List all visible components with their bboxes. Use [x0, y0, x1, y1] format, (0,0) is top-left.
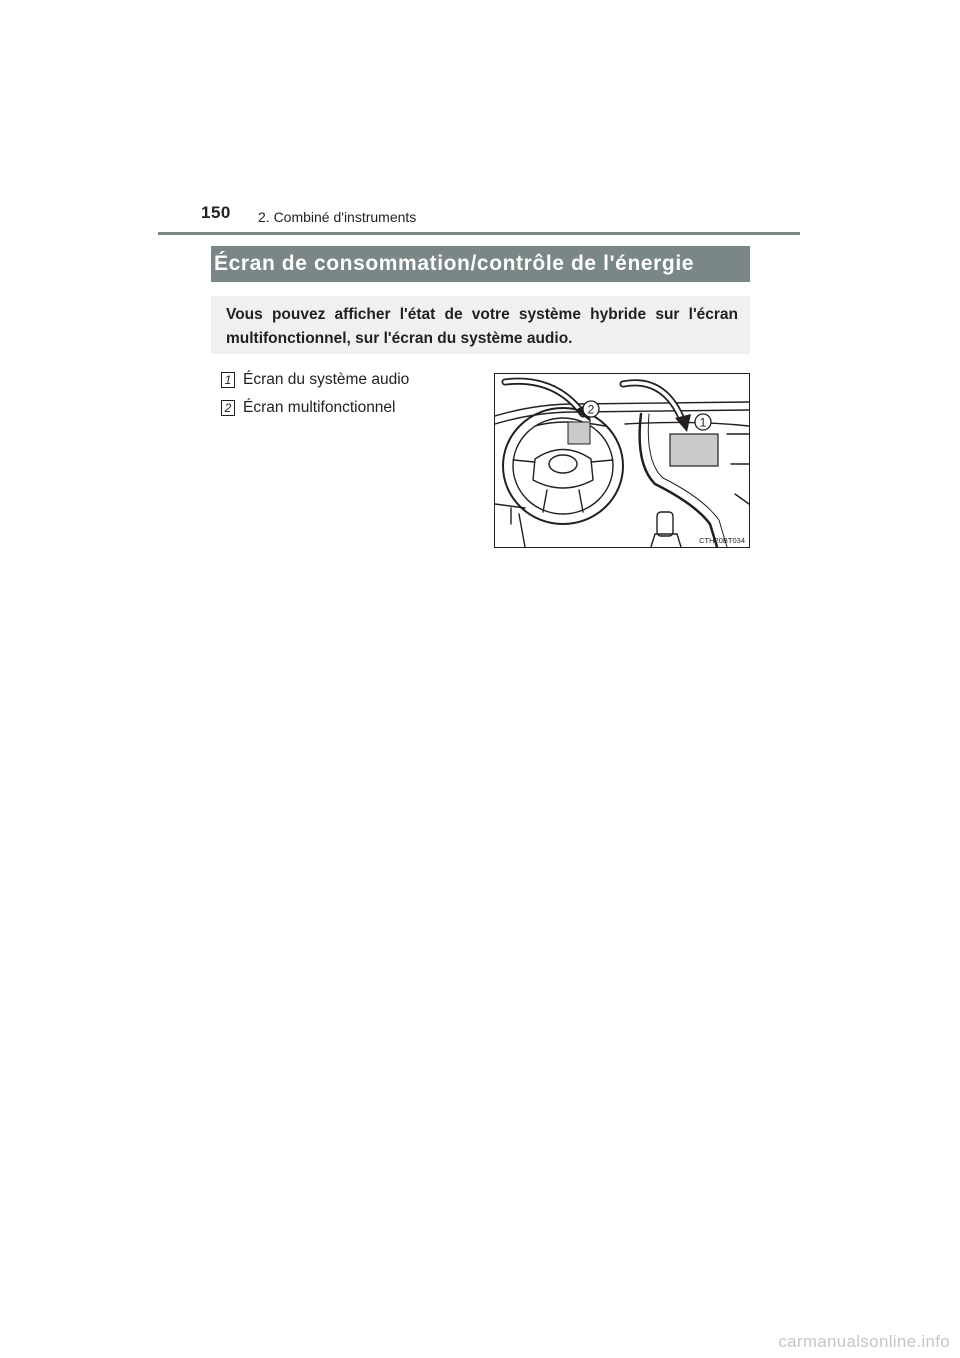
intro-text: Vous pouvez afficher l'état de votre système hybride sur l'écran multifonctionnel, sur l'écran du système audio. — [226, 306, 738, 347]
callout-badge-2: 2 — [221, 400, 235, 416]
section-title: Écran de consommation/contrôle de l'énergie — [214, 252, 695, 275]
figure-code: CTH20BT034 — [699, 536, 745, 545]
footer-watermark: carmanualsonline.info — [778, 1332, 950, 1351]
dashboard-illustration — [494, 373, 750, 548]
chapter-title: 2. Combiné d'instruments — [258, 209, 417, 225]
audio-system-screen — [670, 434, 718, 466]
callout-label-1: Écran du système audio — [243, 371, 410, 388]
marker-2-label: 2 — [587, 402, 595, 417]
page-number: 150 — [201, 203, 231, 222]
callout-badge-1: 1 — [221, 372, 235, 388]
intro-box — [211, 296, 750, 354]
multi-information-display — [568, 422, 590, 444]
header-rule — [158, 232, 800, 235]
callout-item-2 — [221, 399, 396, 417]
dashboard-drawing — [495, 374, 749, 547]
marker-1-label: 1 — [699, 415, 707, 430]
callout-item-1 — [221, 371, 409, 389]
callout-label-2: Écran multifonctionnel — [243, 399, 396, 416]
section-banner — [211, 246, 750, 282]
